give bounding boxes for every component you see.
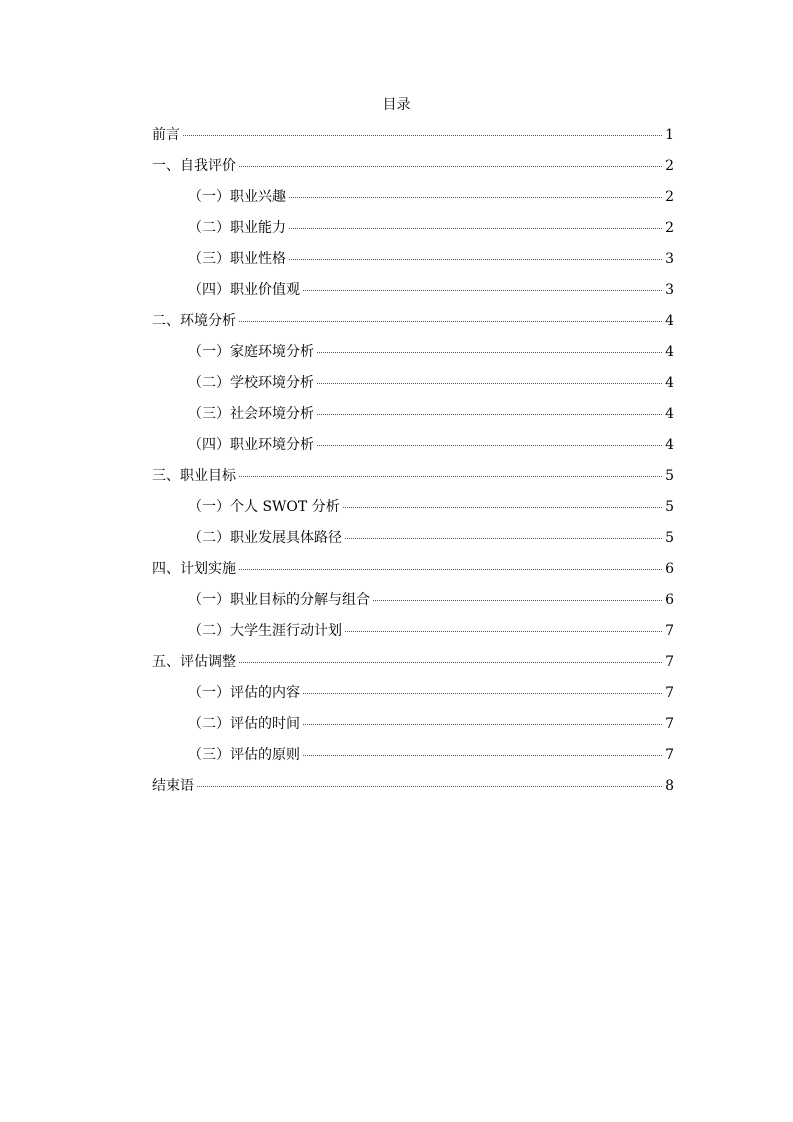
toc-entry[interactable] bbox=[152, 401, 674, 432]
toc-entry[interactable] bbox=[152, 432, 674, 463]
toc-entry-page-number: 4 bbox=[665, 344, 674, 360]
toc-entry-label: 结束语 bbox=[152, 778, 194, 794]
dot-leader bbox=[289, 228, 662, 229]
dot-leader bbox=[303, 755, 662, 756]
toc-entry[interactable] bbox=[152, 184, 674, 215]
toc-entry[interactable] bbox=[152, 680, 674, 711]
dot-leader bbox=[373, 600, 662, 601]
toc-entry[interactable] bbox=[152, 246, 674, 277]
dot-leader bbox=[197, 786, 662, 787]
dot-leader bbox=[343, 507, 662, 508]
dot-leader bbox=[317, 414, 662, 415]
dot-leader bbox=[289, 259, 662, 260]
toc-entry[interactable] bbox=[152, 463, 674, 494]
dot-leader bbox=[239, 166, 662, 167]
dot-leader bbox=[317, 352, 662, 353]
toc-entry-page-number: 6 bbox=[665, 592, 674, 608]
toc-entry[interactable] bbox=[152, 742, 674, 773]
toc-title: 目录 bbox=[382, 97, 411, 113]
toc-entry-label: （三）职业性格 bbox=[188, 251, 286, 267]
toc-entry-label: 二、环境分析 bbox=[152, 313, 236, 329]
toc-entry-page-number: 3 bbox=[665, 282, 674, 298]
toc-entry[interactable] bbox=[152, 122, 674, 153]
toc-entry-label: （三）社会环境分析 bbox=[188, 406, 314, 422]
toc-entry-label: （一）家庭环境分析 bbox=[188, 344, 314, 360]
toc-entry-label: （一）职业目标的分解与组合 bbox=[188, 592, 370, 608]
toc-entry[interactable] bbox=[152, 711, 674, 742]
toc-entry-label: （一）评估的内容 bbox=[188, 685, 300, 701]
toc-entry-label: 四、计划实施 bbox=[152, 561, 236, 577]
toc-entry-label: （二）职业能力 bbox=[188, 220, 286, 236]
toc-entry-page-number: 7 bbox=[665, 654, 674, 670]
toc-entry-page-number: 7 bbox=[665, 623, 674, 639]
toc-entry[interactable] bbox=[152, 649, 674, 680]
dot-leader bbox=[317, 445, 662, 446]
toc-entry-label: （一）个人 SWOT 分析 bbox=[188, 499, 340, 515]
toc-entry-page-number: 4 bbox=[665, 437, 674, 453]
toc-entry[interactable] bbox=[152, 556, 674, 587]
dot-leader bbox=[303, 724, 662, 725]
toc-entry-page-number: 2 bbox=[665, 189, 674, 205]
toc-entry-page-number: 4 bbox=[665, 313, 674, 329]
toc-entry[interactable] bbox=[152, 587, 674, 618]
toc-entry-label: （一）职业兴趣 bbox=[188, 189, 286, 205]
dot-leader bbox=[183, 135, 662, 136]
dot-leader bbox=[345, 631, 662, 632]
toc-entry[interactable] bbox=[152, 773, 674, 804]
toc-entry-label: （二）职业发展具体路径 bbox=[188, 530, 342, 546]
toc-entry-page-number: 7 bbox=[665, 747, 674, 763]
dot-leader bbox=[239, 569, 662, 570]
toc-entry[interactable] bbox=[152, 215, 674, 246]
toc-entry-page-number: 7 bbox=[665, 685, 674, 701]
toc-entry-label: 三、职业目标 bbox=[152, 468, 236, 484]
toc-entry-page-number: 5 bbox=[665, 530, 674, 546]
table-of-contents bbox=[152, 122, 674, 804]
dot-leader bbox=[345, 538, 662, 539]
toc-entry-label: （四）职业环境分析 bbox=[188, 437, 314, 453]
toc-entry-label: （三）评估的原则 bbox=[188, 747, 300, 763]
dot-leader bbox=[303, 290, 662, 291]
toc-entry-page-number: 5 bbox=[665, 499, 674, 515]
toc-entry-page-number: 7 bbox=[665, 716, 674, 732]
toc-entry-page-number: 5 bbox=[665, 468, 674, 484]
toc-entry-label: （二）学校环境分析 bbox=[188, 375, 314, 391]
toc-entry[interactable] bbox=[152, 308, 674, 339]
dot-leader bbox=[303, 693, 662, 694]
toc-entry[interactable] bbox=[152, 370, 674, 401]
toc-entry[interactable] bbox=[152, 153, 674, 184]
toc-entry-page-number: 6 bbox=[665, 561, 674, 577]
toc-entry-page-number: 4 bbox=[665, 406, 674, 422]
toc-entry-page-number: 3 bbox=[665, 251, 674, 267]
dot-leader bbox=[239, 321, 662, 322]
toc-entry-page-number: 8 bbox=[665, 778, 674, 794]
dot-leader bbox=[317, 383, 662, 384]
toc-entry[interactable] bbox=[152, 618, 674, 649]
toc-entry[interactable] bbox=[152, 494, 674, 525]
toc-entry[interactable] bbox=[152, 277, 674, 308]
toc-entry-label: （四）职业价值观 bbox=[188, 282, 300, 298]
toc-entry-page-number: 4 bbox=[665, 375, 674, 391]
toc-entry[interactable] bbox=[152, 339, 674, 370]
dot-leader bbox=[239, 476, 662, 477]
toc-entry-label: 前言 bbox=[152, 127, 180, 143]
dot-leader bbox=[239, 662, 662, 663]
toc-entry-label: （二）大学生涯行动计划 bbox=[188, 623, 342, 639]
toc-entry-page-number: 2 bbox=[665, 220, 674, 236]
toc-entry-page-number: 2 bbox=[665, 158, 674, 174]
toc-entry-label: 五、评估调整 bbox=[152, 654, 236, 670]
toc-entry-label: 一、自我评价 bbox=[152, 158, 236, 174]
toc-entry-label: （二）评估的时间 bbox=[188, 716, 300, 732]
dot-leader bbox=[289, 197, 662, 198]
toc-entry[interactable] bbox=[152, 525, 674, 556]
toc-entry-page-number: 1 bbox=[665, 127, 674, 143]
